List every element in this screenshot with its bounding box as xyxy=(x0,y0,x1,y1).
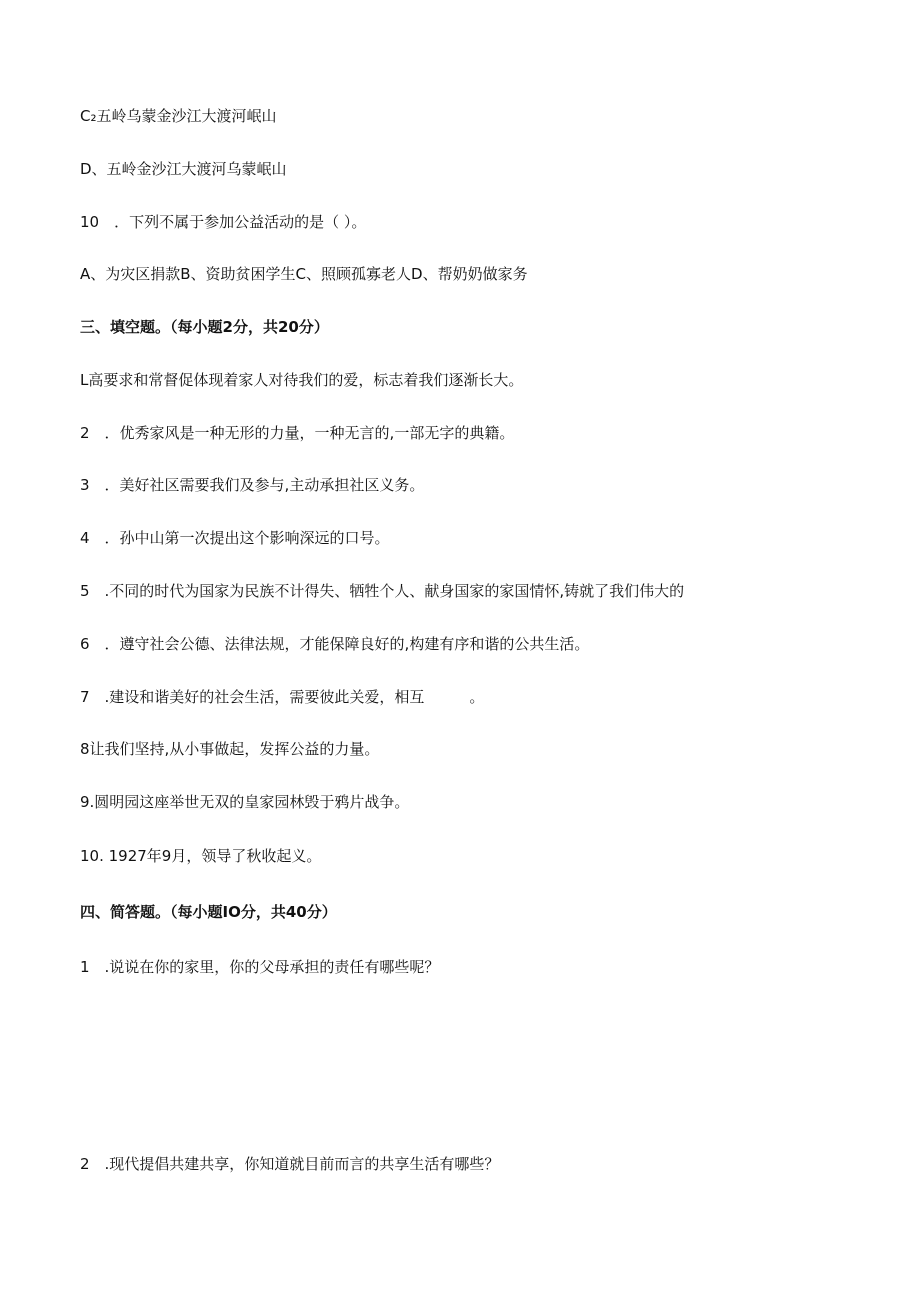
fill-in-1: L高要求和常督促体现着家人对待我们的爱，标志着我们逐渐长大。 xyxy=(80,371,524,389)
fill-in-7: 7 .建设和谐美好的社会生活，需要彼此关爱，相互 。 xyxy=(80,688,485,706)
fill-in-8: 8让我们坚持,从小事做起，发挥公益的力量。 xyxy=(80,740,380,758)
fill-in-5: 5 .不同的时代为国家为民族不计得失、牺牲个人、献身国家的家国情怀,铸就了我们伟大的 xyxy=(80,582,685,600)
question-10-options: A、为灾区捐款B、资助贫困学生C、照顾孤寡老人D、帮奶奶做家务 xyxy=(80,265,528,283)
fill-in-2: 2 ．优秀家风是一种无形的力量，一种无言的,一部无字的典籍。 xyxy=(80,424,515,442)
fill-in-6: 6 ．遵守社会公德、法律法规，才能保障良好的,构建有序和谐的公共生活。 xyxy=(80,635,590,653)
fill-in-10: 10. 1927年9月，领导了秋收起义。 xyxy=(80,847,322,865)
short-answer-1: 1 .说说在你的家里，你的父母承担的责任有哪些呢？ xyxy=(80,958,440,976)
fill-in-9: 9.圆明园这座举世无双的皇家园林毁于鸦片战争。 xyxy=(80,793,410,811)
section-short-answer-heading: 四、简答题。（每小题IO分，共40分） xyxy=(80,903,337,921)
short-answer-2: 2 .现代提倡共建共享，你知道就目前而言的共享生活有哪些？ xyxy=(80,1155,500,1173)
section-fill-in-heading: 三、填空题。（每小题2分，共20分） xyxy=(80,318,329,336)
option-c: C₂五岭乌蒙金沙江大渡河岷山 xyxy=(80,107,277,125)
question-10: 10 ．下列不属于参加公益活动的是（ ）。 xyxy=(80,213,367,231)
option-d: D、五岭金沙江大渡河乌蒙岷山 xyxy=(80,160,287,178)
fill-in-4: 4 ．孙中山第一次提出这个影响深远的口号。 xyxy=(80,529,390,547)
fill-in-3: 3 ．美好社区需要我们及参与,主动承担社区义务。 xyxy=(80,476,425,494)
